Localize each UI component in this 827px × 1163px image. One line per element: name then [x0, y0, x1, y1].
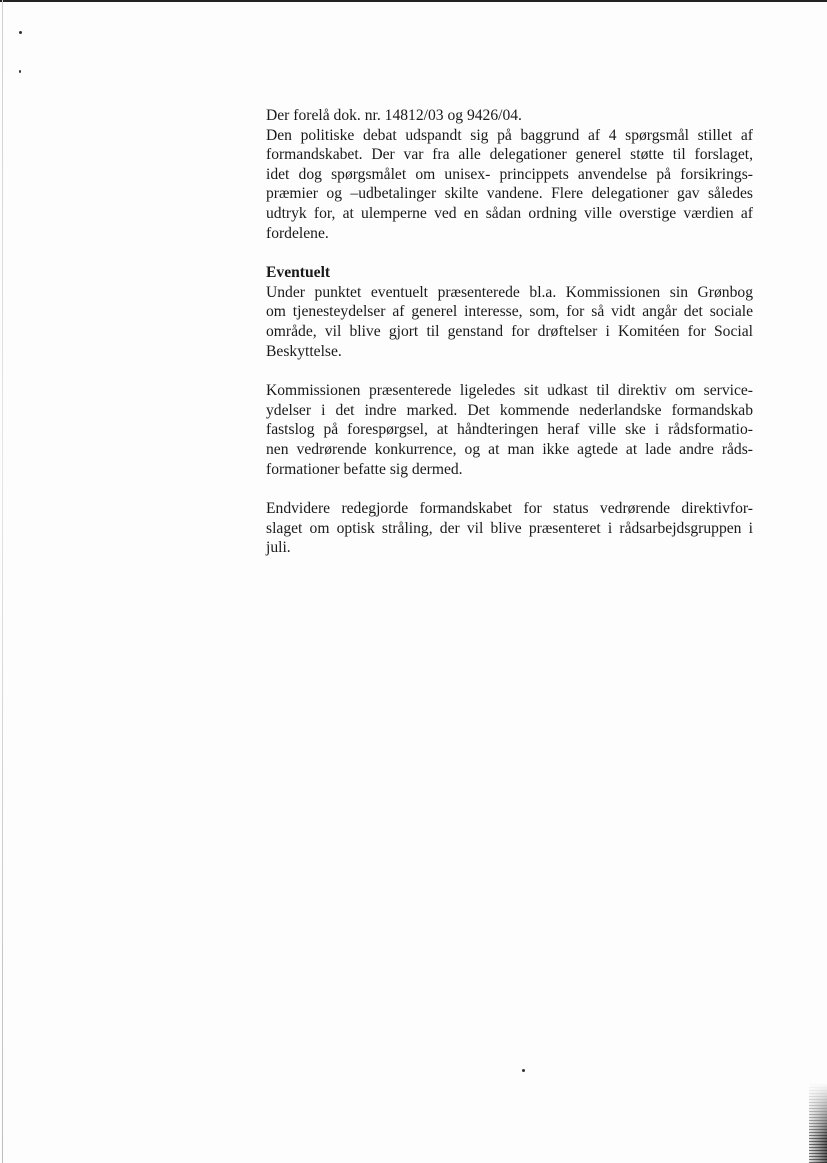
paragraph-spacer — [266, 361, 753, 381]
scan-speck — [19, 31, 22, 34]
text-line: ydelser i det indre marked. Det kommende nederlandske formandskab — [266, 401, 753, 419]
text-line: udtryk for, at ulemperne ved en sådan ordning ville overstige værdien af — [266, 204, 753, 222]
text-line: Beskyttelse. — [266, 342, 342, 360]
page-left-border — [2, 0, 3, 1163]
paragraph-spacer — [266, 479, 753, 499]
text-line: formandskabet. Der var fra alle delegationer generel støtte til forslaget, — [266, 146, 753, 164]
text-line: idet dog spørgsmålet om unisex- princippets anvendelse på forsikrings- — [266, 165, 753, 183]
document-body — [266, 106, 753, 558]
text-line: Endvidere redegjorde formandskabet for status vedrørende direktivfor- — [266, 500, 753, 518]
text-line: Kommissionen præsenterede ligeledes sit udkast til direktiv om service- — [266, 382, 753, 400]
section-eventuelt — [266, 263, 753, 361]
paragraph-optisk-straaling — [266, 499, 753, 558]
text-line: præmier og –udbetalinger skilte vandene. Flere delegationer gav således — [266, 185, 753, 203]
text-line: slaget om optisk stråling, der vil blive præsenteret i rådsarbejdsgruppen i — [266, 519, 753, 537]
scan-corner-noise — [809, 1083, 827, 1163]
text-line: fastslog på forespørgsel, at håndteringen heraf ville ske i rådsformatio- — [266, 421, 753, 439]
text-line: nen vedrørende konkurrence, og at man ikke agtede at lade andre råds- — [266, 440, 753, 458]
scan-speck — [19, 70, 21, 73]
scan-speck — [522, 1069, 525, 1072]
text-line: om tjenesteydelser af generel interesse, som, for så vidt angår det sociale — [266, 303, 753, 321]
paragraph-servicedirektiv — [266, 381, 753, 479]
text-line: Der forelå dok. nr. 14812/03 og 9426/04. — [266, 107, 522, 124]
paragraph-dokumenter — [266, 106, 753, 243]
text-line: juli. — [266, 539, 291, 557]
text-line: formationer befatte sig dermed. — [266, 460, 463, 478]
section-heading: Eventuelt — [266, 264, 331, 282]
paragraph-spacer — [266, 243, 753, 263]
text-line: område, vil blive gjort til genstand for drøftelser i Komitéen for Social — [266, 322, 753, 340]
text-line: Den politiske debat udspandt sig på baggrund af 4 spørgsmål stillet af — [266, 126, 753, 144]
page-top-border — [0, 0, 827, 2]
text-line: Under punktet eventuelt præsenterede bl.a. Kommissionen sin Grønbog — [266, 283, 753, 301]
text-line: fordelene. — [266, 224, 329, 242]
